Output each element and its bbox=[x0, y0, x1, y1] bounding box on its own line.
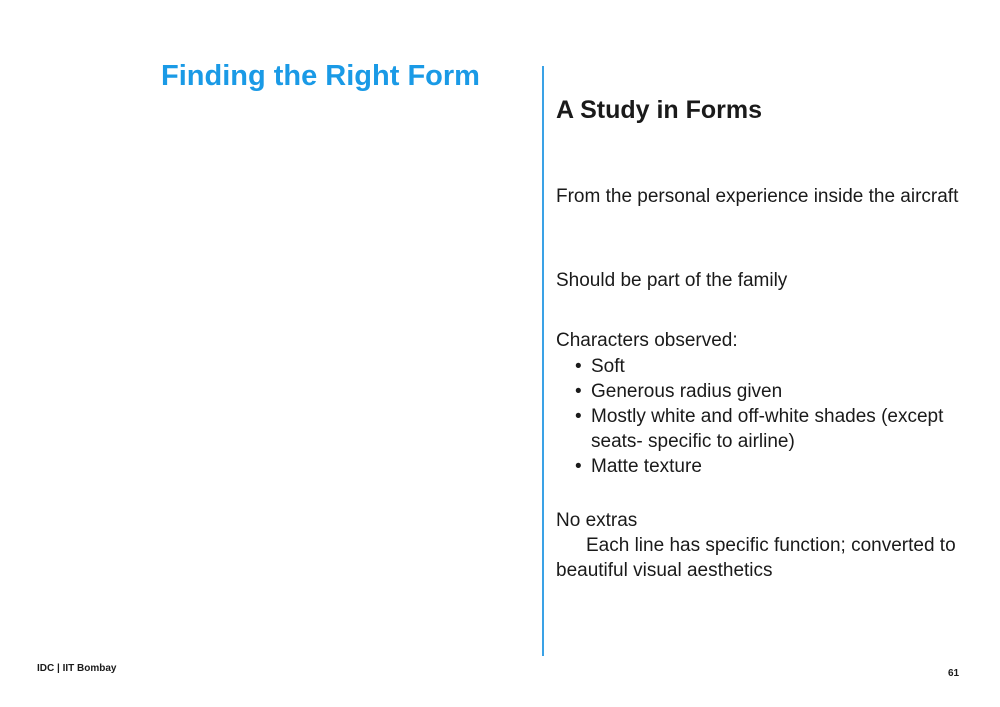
section-subtitle: A Study in Forms bbox=[556, 96, 763, 124]
no-extras-text: Each line has specific function; converted to beautiful visual aesthetics bbox=[556, 535, 956, 581]
paragraph-experience: From the personal experience inside the aircraft bbox=[556, 186, 959, 207]
page-number: 61 bbox=[948, 668, 960, 679]
list-item bbox=[556, 404, 976, 454]
list-item bbox=[556, 354, 976, 379]
no-extras-body bbox=[556, 533, 976, 583]
page-title: Finding the Right Form bbox=[161, 60, 480, 92]
list-item-text: Mostly white and off-white shades (except seats- specific to airline) bbox=[591, 406, 944, 452]
bullet-icon: • bbox=[575, 406, 582, 427]
list-item bbox=[556, 379, 976, 404]
list-item-text: Soft bbox=[591, 356, 625, 377]
no-extras-block bbox=[556, 508, 976, 583]
characters-heading: Characters observed: bbox=[556, 330, 738, 351]
characters-block bbox=[556, 328, 976, 479]
footer-institution: IDC | IIT Bombay bbox=[37, 663, 117, 674]
indent-spacer bbox=[556, 535, 586, 556]
no-extras-heading: No extras bbox=[556, 510, 638, 531]
list-item-text: Generous radius given bbox=[591, 381, 783, 402]
list-item-text: Matte texture bbox=[591, 456, 702, 477]
list-item bbox=[556, 454, 976, 479]
bullet-icon: • bbox=[575, 381, 582, 402]
characters-list bbox=[556, 354, 976, 479]
bullet-icon: • bbox=[575, 356, 582, 377]
paragraph-family: Should be part of the family bbox=[556, 270, 788, 291]
vertical-divider bbox=[542, 66, 544, 656]
bullet-icon: • bbox=[575, 456, 582, 477]
